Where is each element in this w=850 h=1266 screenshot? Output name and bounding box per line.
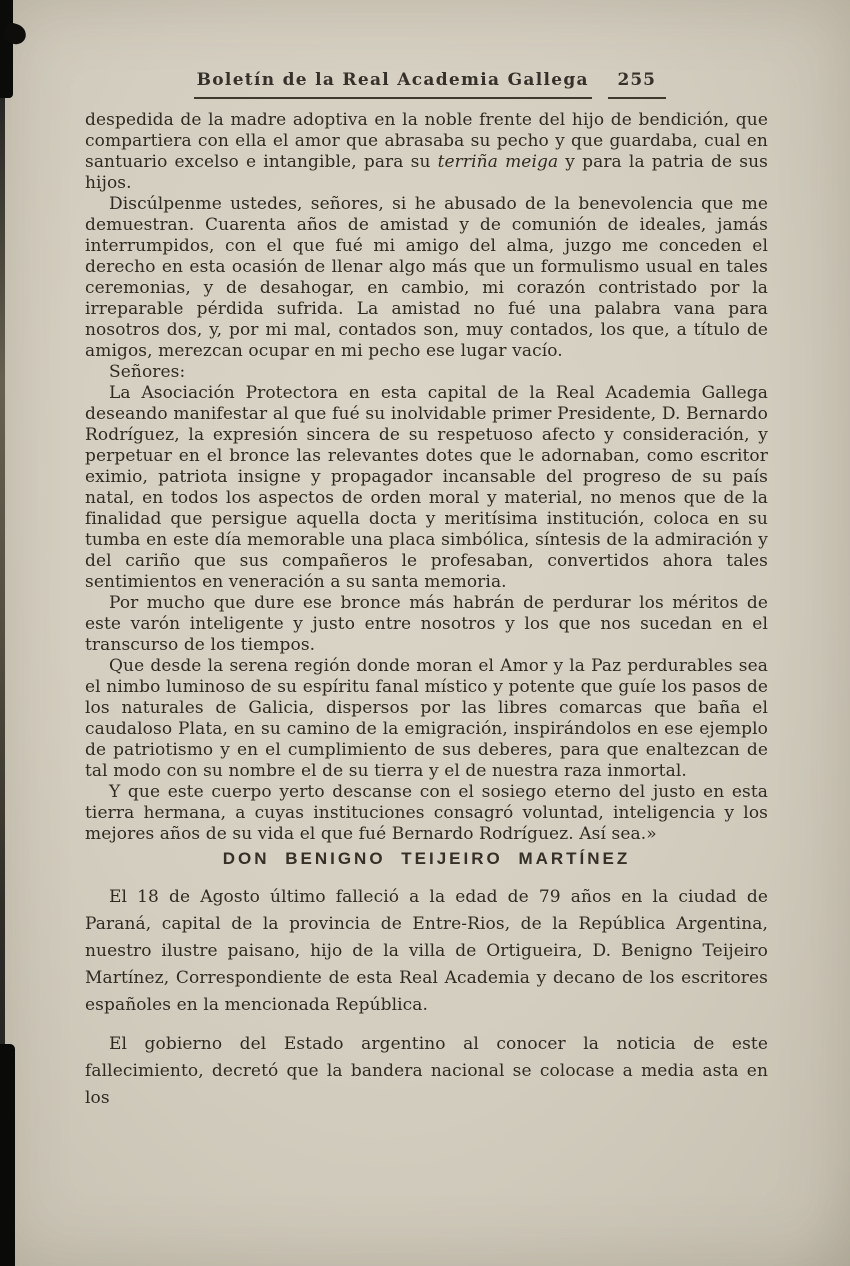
scan-binding-edge-top xyxy=(0,0,13,98)
scan-binding-edge-bottom xyxy=(0,1044,15,1266)
page-header xyxy=(194,70,666,99)
scan-binding-edge-middle xyxy=(0,96,5,1048)
paragraph: El 18 de Agosto último falleció a la edad de 79 años en la ciudad de Paraná, capital de la provincia de Entre-Rios, de la República Argentina, nuestro ilustre paisano, hijo de la villa de Ortigueira, D. Benigno Teijeiro Martínez, Correspondiente de esta Real Academia y decano de los escritores españoles en la mencionada República. xyxy=(85,887,768,1015)
body-text xyxy=(85,110,768,1112)
obituary-section xyxy=(85,845,768,1112)
paragraph-salutation: Señores: xyxy=(109,362,186,382)
paragraph: Y que este cuerpo yerto descanse con el sosiego eterno del justo en esta tierra hermana, a cuyas instituciones consagró voluntad, inteligencia y los mejores años de su vida el que fué Bernardo Rodríguez. Así sea.» xyxy=(85,782,768,844)
paragraph: La Asociación Protectora en esta capital de la Real Academia Gallega deseando manifestar al que fué su inolvidable primer Presidente, D. Bernardo Rodríguez, la expresión sincera de su respetuoso afecto y consideración, y perpetuar en el bronce las relevantes dotes que le adornaban, como escritor eximio, patriota insigne y propagador incansable del progreso de su país natal, en todos los aspectos de orden moral y material, no menos que de la finalidad que persigue aquella docta y meritísima institución, coloca en su tumba en este día memorable una placa simbólica, síntesis de la admiración y del cariño que sus compañeros le profesaban, convertidos ahora tales sentimientos en veneración a su santa memoria. xyxy=(85,383,768,592)
paragraph: Discúlpenme ustedes, señores, si he abusado de la benevolencia que me demuestran. Cuarenta años de amistad y de comunión de ideales, jamás interrumpidos, con el que fué mi amigo del alma, juzgo me conceden el derecho en esta ocasión de llenar algo más que un formulismo usual en tales ceremonias, y de desahogar, en cambio, mi corazón contristado por la irreparable pérdida sufrida. La amistad no fué una palabra vana para nosotros dos, y, por mi mal, contados son, muy contados, los que, a título de amigos, merezcan ocupar en mi pecho ese lugar vacío. xyxy=(85,194,768,361)
paragraph-text: despedida de la madre adoptiva en la noble frente del hijo de bendición, que compartiera con ella el amor que abrasaba su pecho y que guardaba, cual en santuario excelso e intangible, para su xyxy=(85,110,768,172)
section-heading: DON BENIGNO TEIJEIRO MARTÍNEZ xyxy=(222,849,631,868)
journal-title: Boletín de la Real Academia Gallega xyxy=(194,70,592,99)
page-number: 255 xyxy=(608,70,667,99)
paragraph: Por mucho que dure ese bronce más habrán de perdurar los méritos de este varón inteligente y justo entre nosotros y los que nos sucedan en el transcurso de los tiempos. xyxy=(85,593,768,655)
italic-phrase: terriña meiga xyxy=(437,152,559,172)
paragraph-text: y para la patria de sus hijos. xyxy=(85,152,768,193)
paragraph: Que desde la serena región donde moran el Amor y la Paz perdurables sea el nimbo luminoso de su espíritu fanal místico y potente que guíe los pasos de los naturales de Galicia, dispersos por las libres comarcas que baña el caudaloso Plata, en su camino de la emigración, inspirándolos en ese ejemplo de patriotismo y en el cumplimiento de sus deberes, para que enaltezcan de tal modo con su nombre el de su tierra y el de nuestra raza inmortal. xyxy=(85,656,768,781)
paragraph: El gobierno del Estado argentino al conocer la noticia de este fallecimiento, decretó que la bandera nacional se colocase a media asta en los xyxy=(85,1034,768,1108)
paragraph-continuation xyxy=(85,110,768,194)
